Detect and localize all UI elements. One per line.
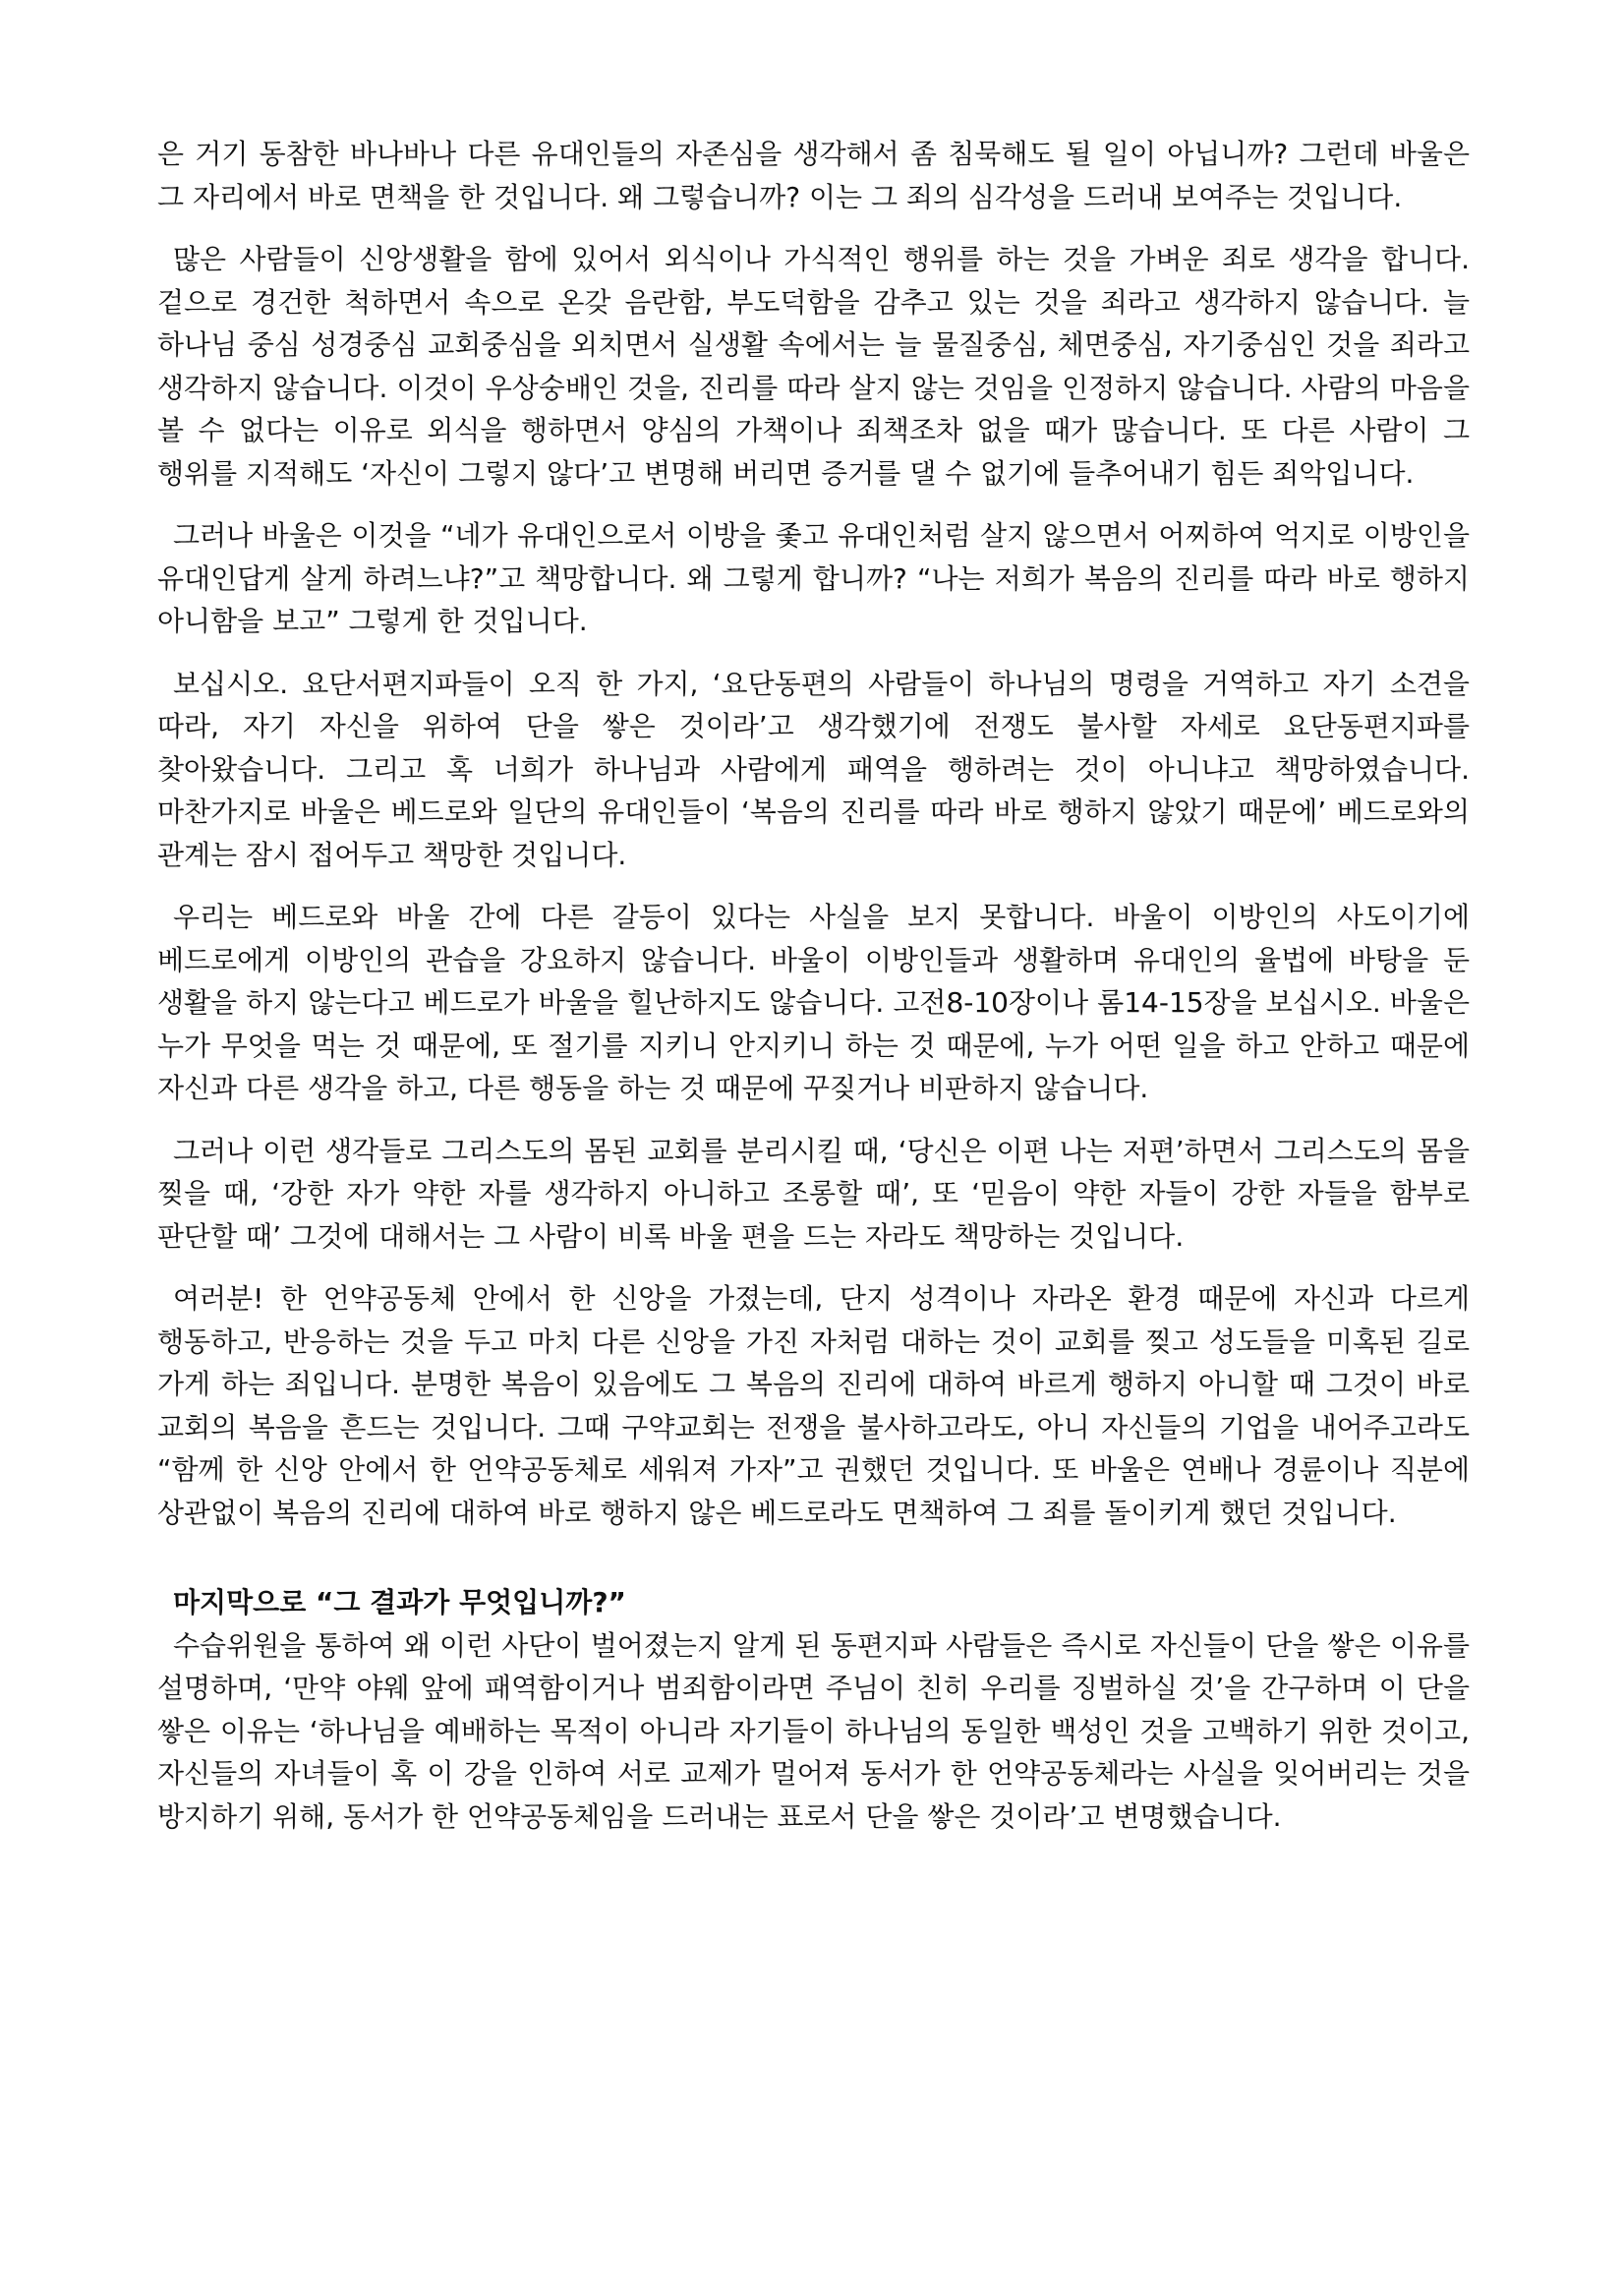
paragraph: 많은 사람들이 신앙생활을 함에 있어서 외식이나 가식적인 행위를 하는 것을 가벼운 죄로 생각을 합니다. 겉으로 경건한 척하면서 속으로 온갖 음란함, 부도덕함을 감추고 있는 것을 죄라고 생각하지 않습니다. 늘 하나님 중심 성경중심 교회중심을 외치면서 실생활 속에서는 늘 물질중심, 체면중심, 자기중심인 것을 죄라고 생각하지 않습니다. 이것이 우상숭배인 것을, 진리를 따라 살지 않는 것임을 인정하지 않습니다. 사람의 마음을 볼 수 없다는 이유로 외식을 행하면서 양심의 가책이나 죄책조차 없을 때가 많습니다. 또 다른 사람이 그 행위를 지적해도 ‘자신이 그렇지 않다’고 변명해 버리면 증거를 댈 수 없기에 들추어내기 힘든 죄악입니다. <box>157 243 1470 490</box>
section-heading: 마지막으로 “그 결과가 무엇입니까?” <box>173 1586 626 1619</box>
paragraph: 그러나 바울은 이것을 “네가 유대인으로서 이방을 좇고 유대인처럼 살지 않으면서 어찌하여 억지로 이방인을 유대인답게 살게 하려느냐?”고 책망합니다. 왜 그렇게 합니까? “나는 저희가 복음의 진리를 따라 바로 행하지 아니함을 보고” 그렇게 한 것입니다. <box>157 519 1470 637</box>
paragraph: 여러분! 한 언약공동체 안에서 한 신앙을 가졌는데, 단지 성격이나 자라온 환경 때문에 자신과 다르게 행동하고, 반응하는 것을 두고 마치 다른 신앙을 가진 자처럼 대하는 것이 교회를 찢고 성도들을 미혹된 길로 가게 하는 죄입니다. 분명한 복음이 있음에도 그 복음의 진리에 대하여 바르게 행하지 아니할 때 그것이 바로 교회의 복음을 흔드는 것입니다. 그때 구약교회는 전쟁을 불사하고라도, 아니 자신들의 기업을 내어주고라도 “함께 한 신앙 안에서 한 언약공동체로 세워져 가자”고 권했던 것입니다. 또 바울은 연배나 경륜이나 직분에 상관없이 복음의 진리에 대하여 바로 행하지 않은 베드로라도 면책하여 그 죄를 돌이키게 했던 것입니다. <box>157 1282 1470 1529</box>
paragraph: 보십시오. 요단서편지파들이 오직 한 가지, ‘요단동편의 사람들이 하나님의 명령을 거역하고 자기 소견을 따라, 자기 자신을 위하여 단을 쌓은 것이라’고 생각했기에 전쟁도 불사할 자세로 요단동편지파를 찾아왔습니다. 그리고 혹 너희가 하나님과 사람에게 패역을 행하려는 것이 아니냐고 책망하였습니다. 마찬가지로 바울은 베드로와 일단의 유대인들이 ‘복음의 진리를 따라 바로 행하지 않았기 때문에’ 베드로와의 관계는 잠시 접어두고 책망한 것입니다. <box>157 667 1470 871</box>
paragraph: 수습위원을 통하여 왜 이런 사단이 벌어졌는지 알게 된 동편지파 사람들은 즉시로 자신들이 단을 쌓은 이유를 설명하며, ‘만약 야웨 앞에 패역함이거나 범죄함이라면 주님이 친히 우리를 징벌하실 것’을 간구하며 이 단을 쌓은 이유는 ‘하나님을 예배하는 목적이 아니라 자기들이 하나님의 동일한 백성인 것을 고백하기 위한 것이고, 자신들의 자녀들이 혹 이 강을 인하여 서로 교제가 멀어져 동서가 한 언약공동체라는 사실을 잊어버리는 것을 방지하기 위해, 동서가 한 언약공동체임을 드러내는 표로서 단을 쌓은 것이라’고 변명했습니다. <box>157 1628 1470 1833</box>
paragraph: 은 거기 동참한 바나바나 다른 유대인들의 자존심을 생각해서 좀 침묵해도 될 일이 아닙니까? 그런데 바울은 그 자리에서 바로 면책을 한 것입니다. 왜 그렇습니까? 이는 그 죄의 심각성을 드러내 보여주는 것입니다. <box>157 138 1470 213</box>
paragraph: 그러나 이런 생각들로 그리스도의 몸된 교회를 분리시킬 때, ‘당신은 이편 나는 저편’하면서 그리스도의 몸을 찢을 때, ‘강한 자가 약한 자를 생각하지 아니하고 조롱할 때’, 또 ‘믿음이 약한 자들이 강한 자들을 함부로 판단할 때’ 그것에 대해서는 그 사람이 비록 바울 편을 드는 자라도 책망하는 것입니다. <box>157 1134 1470 1253</box>
document-body <box>157 133 1470 1857</box>
paragraph: 우리는 베드로와 바울 간에 다른 갈등이 있다는 사실을 보지 못합니다. 바울이 이방인의 사도이기에 베드로에게 이방인의 관습을 강요하지 않습니다. 바울이 이방인들과 생활하며 유대인의 율법에 바탕을 둔 생활을 하지 않는다고 베드로가 바울을 힐난하지도 않습니다. 고전8-10장이나 롬14-15장을 보십시오. 바울은 누가 무엇을 먹는 것 때문에, 또 절기를 지키니 안지키니 하는 것 때문에, 누가 어떤 일을 하고 안하고 때문에 자신과 다른 생각을 하고, 다른 행동을 하는 것 때문에 꾸짖거나 비판하지 않습니다. <box>157 901 1470 1104</box>
